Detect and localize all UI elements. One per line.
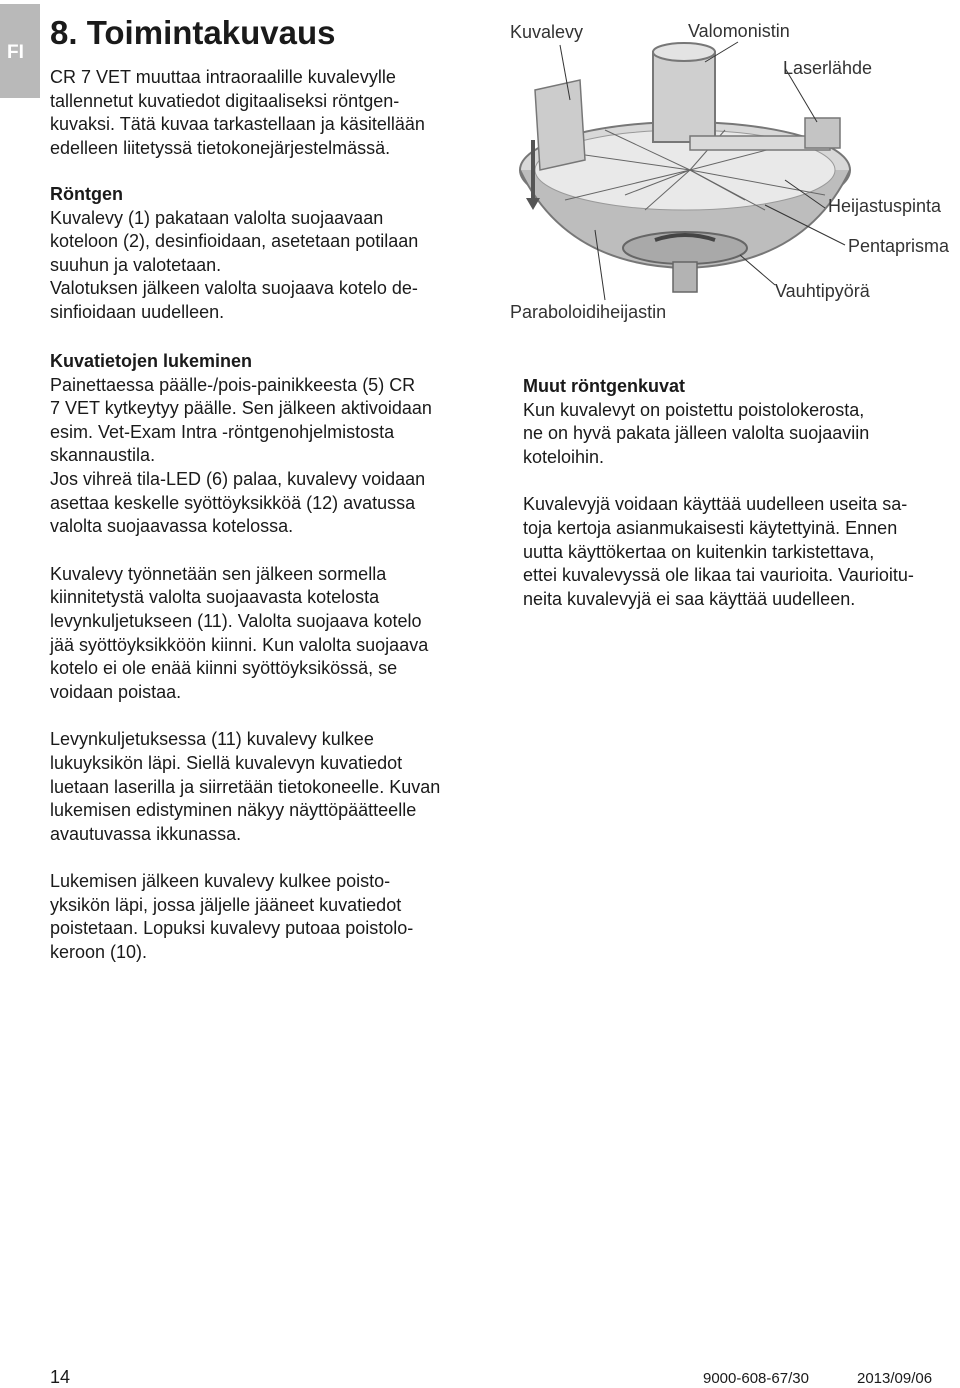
lukeminen-line: levynkuljetukseen (11). Valolta suojaava kotelo: [50, 610, 422, 631]
lukeminen-line: poistetaan. Lopuksi kuvalevy putoaa poistolo-: [50, 918, 414, 939]
label-pentaprisma: Pentaprisma: [848, 236, 950, 256]
rontgen-section: [50, 183, 470, 325]
label-valomonistin: Valomonistin: [688, 21, 790, 41]
lukeminen-line: yksikön läpi, jossa jäljelle jääneet kuvatiedot: [50, 894, 402, 915]
lukeminen-line: kotelo ei ole enää kiinni syöttöyksikössä, se: [50, 658, 398, 679]
lukeminen-line: esim. Vet-Exam Intra -röntgenohjelmistosta: [50, 421, 395, 442]
intro-line: kuvaksi. Tätä kuvaa tarkastellaan ja käsitellään: [50, 114, 425, 135]
muut-section: [523, 375, 943, 611]
rontgen-line: koteloon (2), desinfioidaan, asetetaan potilaan: [50, 231, 419, 252]
lukeminen-line: 7 VET kytkeytyy päälle. Sen jälkeen aktivoidaan: [50, 398, 432, 419]
lukeminen-line: jää syöttöyksikköön kiinni. Kun valolta suojaava: [50, 634, 429, 655]
lukeminen-line: lukemisen edistyminen näkyy näyttöpäätteelle: [50, 800, 417, 821]
muut-line: koteloihin.: [523, 446, 605, 467]
rontgen-line: Kuvalevy (1) pakataan valolta suojaavaan: [50, 207, 384, 228]
photomultiplier: [653, 52, 715, 142]
lukeminen-line: Levynkuljetuksessa (11) kuvalevy kulkee: [50, 729, 374, 750]
lukeminen-line: keroon (10).: [50, 942, 148, 963]
label-kuvalevy: Kuvalevy: [510, 22, 584, 42]
muut-line: neita kuvalevyjä ei saa käyttää uudelleen.: [523, 588, 856, 609]
document-date: 2013/09/06: [857, 1370, 933, 1387]
section-title: 8. Toimintakuvaus: [50, 14, 336, 51]
muut-line: toja kertoja asianmukaisesti käytettyinä. Ennen: [523, 517, 898, 538]
rontgen-line: Valotuksen jälkeen valolta suojaava kotelo de-: [50, 278, 418, 299]
muut-line: uutta käyttökertaa on kuitenkin tarkistettava,: [523, 541, 875, 562]
language-code: FI: [7, 42, 24, 63]
intro-line: tallennetut kuvatiedot digitaaliseksi röntgen-: [50, 90, 400, 111]
lukeminen-line: voidaan poistaa.: [50, 681, 182, 702]
lukeminen-line: Lukemisen jälkeen kuvalevy kulkee poisto-: [50, 871, 391, 892]
lukeminen-heading: Kuvatietojen lukeminen: [50, 351, 253, 371]
scanner-illustration: [505, 0, 960, 330]
page-number: 14: [50, 1367, 71, 1387]
rontgen-line: suuhun ja valotetaan.: [50, 254, 222, 275]
language-tab: [0, 4, 40, 98]
muut-line: Kuvalevyjä voidaan käyttää uudelleen useita sa-: [523, 494, 908, 515]
muut-line: ettei kuvalevyssä ole likaa tai vaurioita. Vaurioitu-: [523, 565, 914, 586]
muut-heading: Muut röntgenkuvat: [523, 376, 685, 396]
intro-line: CR 7 VET muuttaa intraoraalille kuvalevylle: [50, 67, 396, 87]
label-heijastuspinta: Heijastuspinta: [828, 196, 942, 216]
scanner-diagram: [505, 0, 960, 330]
lukeminen-line: kiinnitetystä valolta suojaavasta kotelosta: [50, 587, 380, 608]
intro-paragraph: [50, 66, 470, 160]
label-laserlahde: Laserlähde: [783, 58, 873, 78]
lukeminen-line: skannaustila.: [50, 445, 156, 466]
document-code: 9000-608-67/30: [703, 1370, 809, 1387]
label-vauhtipyora: Vauhtipyörä: [775, 281, 870, 301]
lukeminen-section: [50, 350, 470, 965]
image-plate: [535, 80, 585, 170]
rontgen-heading: Röntgen: [50, 184, 123, 204]
rontgen-line: sinfioidaan uudelleen.: [50, 301, 225, 322]
laser-source: [805, 118, 840, 148]
muut-line: Kun kuvalevyt on poistettu poistolokerosta,: [523, 399, 865, 420]
muut-line: ne on hyvä pakata jälleen valolta suojaaviin: [523, 423, 870, 444]
lukeminen-line: lukuyksikön läpi. Siellä kuvalevyn kuvatiedot: [50, 752, 403, 773]
lukeminen-line: Painettaessa päälle-/pois-painikkeesta (5) CR: [50, 374, 416, 395]
lukeminen-line: avautuvassa ikkunassa.: [50, 823, 242, 844]
lukeminen-line: valolta suojaavassa kotelossa.: [50, 516, 294, 537]
intro-line: edelleen liitetyssä tietokonejärjestelmässä.: [50, 137, 391, 158]
lukeminen-line: Jos vihreä tila-LED (6) palaa, kuvalevy voidaan: [50, 468, 426, 489]
lukeminen-line: asettaa keskelle syöttöyksikköä (12) avatussa: [50, 492, 416, 513]
label-paraboloidiheijastin: Paraboloidiheijastin: [510, 302, 667, 322]
lukeminen-line: luetaan laserilla ja siirretään tietokoneelle. Kuvan: [50, 776, 441, 797]
lukeminen-line: Kuvalevy työnnetään sen jälkeen sormella: [50, 563, 387, 584]
